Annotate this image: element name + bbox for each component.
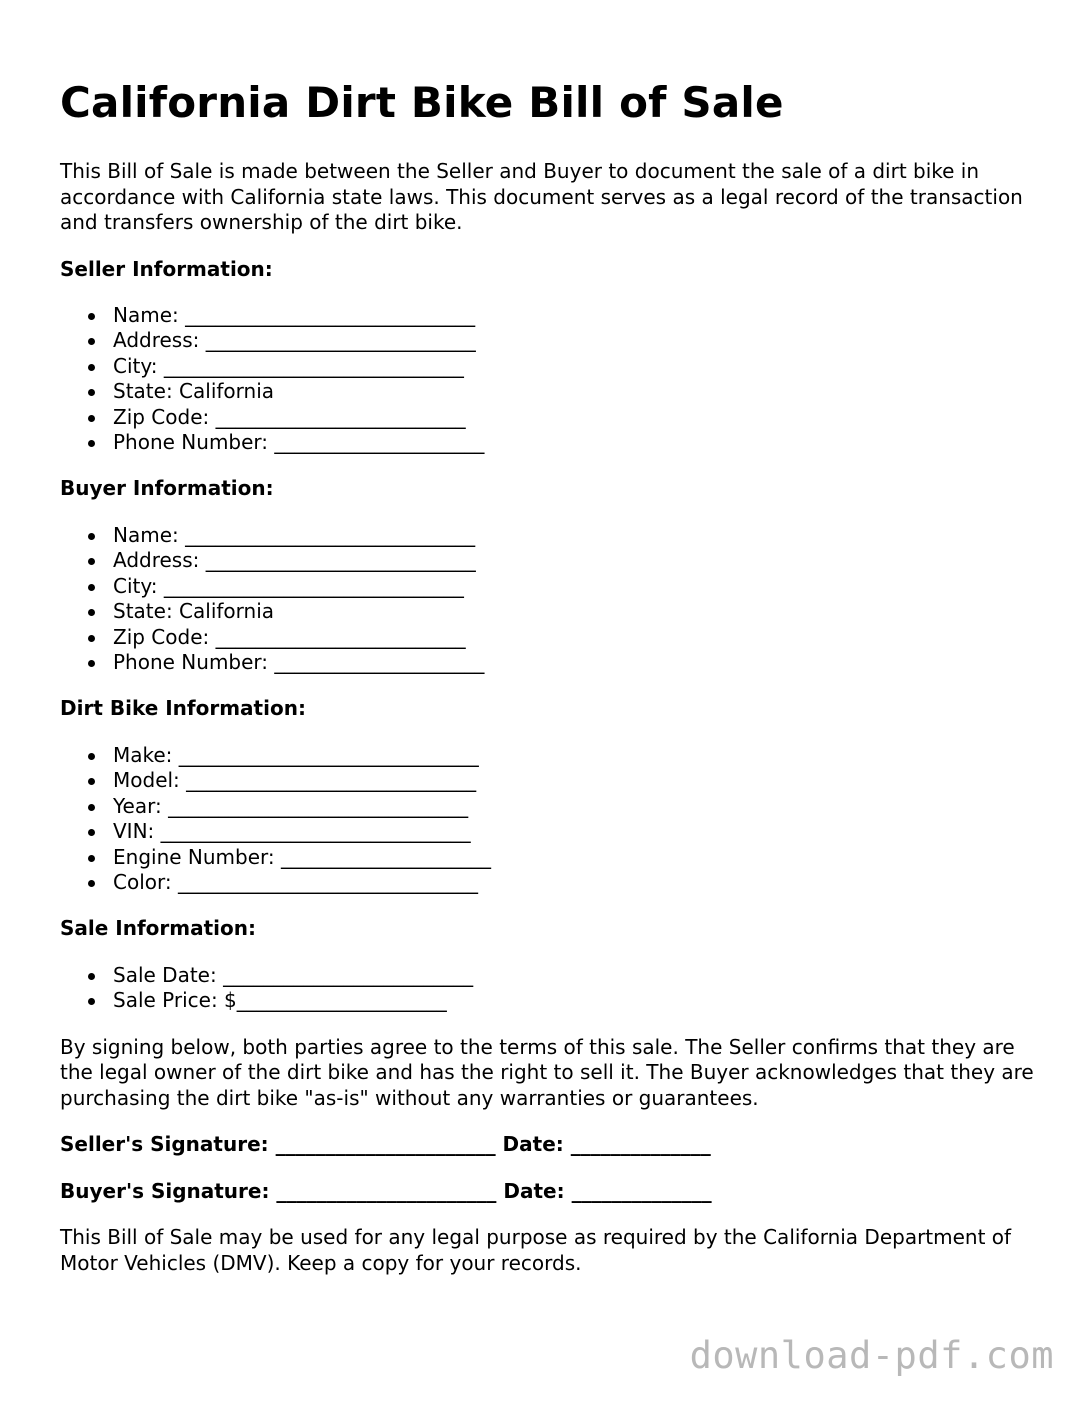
bike-model-field: Model: _____________________________ (113, 768, 1040, 793)
bike-year-field: Year: ______________________________ (113, 794, 1040, 819)
seller-name-field: Name: _____________________________ (113, 303, 1040, 328)
buyer-heading: Buyer Information: (60, 476, 274, 501)
seller-state-field: State: California (113, 379, 1040, 404)
terms-paragraph: By signing below, both parties agree to the terms of this sale. The Seller confirms that they are the legal owner of the dirt bike and has the right to sell it. The Buyer acknowledges that they are purchasing the dirt bike "as-is" without any warranties or guarantees. (60, 1034, 1034, 1110)
document-page (60, 0, 1040, 1276)
buyer-state-field: State: California (113, 599, 1040, 624)
seller-phone-field: Phone Number: _____________________ (113, 430, 1040, 455)
seller-address-field: Address: ___________________________ (113, 328, 1040, 353)
buyer-phone-field: Phone Number: _____________________ (113, 650, 1040, 675)
buyer-address-field: Address: ___________________________ (113, 548, 1040, 573)
seller-city-field: City: ______________________________ (113, 354, 1040, 379)
bike-list (60, 743, 1040, 895)
sale-date-field: Sale Date: _________________________ (113, 963, 1040, 988)
buyer-signature-line: Buyer's Signature: ______________________ Date: ______________ (60, 1178, 712, 1203)
buyer-city-field: City: ______________________________ (113, 574, 1040, 599)
bike-vin-field: VIN: _______________________________ (113, 819, 1040, 844)
bike-heading: Dirt Bike Information: (60, 696, 306, 721)
buyer-list (60, 523, 1040, 675)
closing-paragraph: This Bill of Sale may be used for any legal purpose as required by the California Department of Motor Vehicles (DMV). Keep a copy for your records. (60, 1225, 1012, 1275)
sale-list (60, 963, 1040, 1014)
seller-signature-line: Seller's Signature: ______________________ Date: ______________ (60, 1132, 711, 1157)
bike-make-field: Make: ______________________________ (113, 743, 1040, 768)
bike-engine-field: Engine Number: _____________________ (113, 845, 1040, 870)
document-title: California Dirt Bike Bill of Sale (60, 78, 784, 127)
seller-zip-field: Zip Code: _________________________ (113, 405, 1040, 430)
sale-price-field: Sale Price: $_____________________ (113, 988, 1040, 1013)
sale-heading: Sale Information: (60, 916, 256, 941)
buyer-name-field: Name: _____________________________ (113, 523, 1040, 548)
watermark: download-pdf.com (689, 1334, 1054, 1377)
intro-paragraph: This Bill of Sale is made between the Seller and Buyer to document the sale of a dirt bike in accordance with California state laws. This document serves as a legal record of the transaction and transfers ownership of the dirt bike. (60, 159, 1023, 234)
seller-list (60, 303, 1040, 455)
bike-color-field: Color: ______________________________ (113, 870, 1040, 895)
buyer-zip-field: Zip Code: _________________________ (113, 625, 1040, 650)
seller-heading: Seller Information: (60, 256, 273, 281)
